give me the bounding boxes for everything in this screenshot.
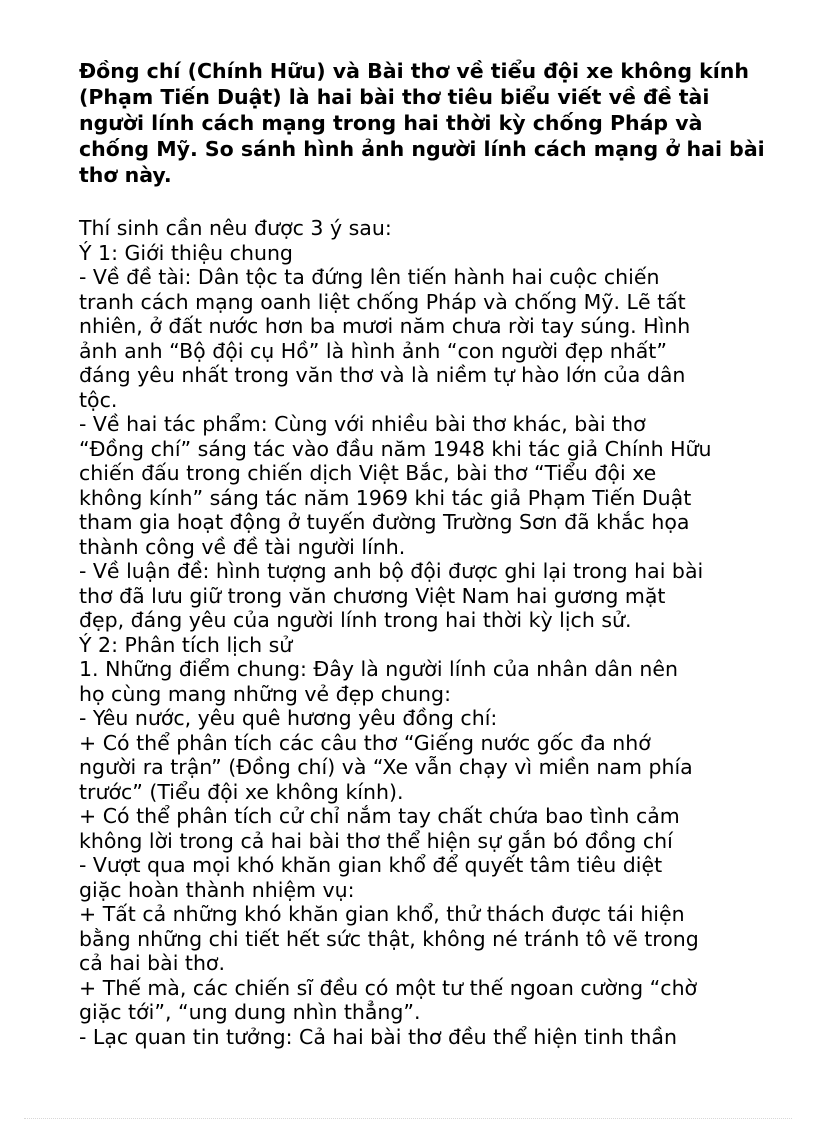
page-bottom-rule	[24, 1118, 792, 1119]
body-text-line: cả hai bài thơ.	[79, 951, 225, 975]
body-text-line: thành công về đề tài người lính.	[79, 534, 406, 559]
body-text-line: họ cùng mang những vẻ đẹp chung:	[79, 681, 451, 706]
body-text-line: giặc hoàn thành nhiệm vụ:	[79, 877, 355, 902]
body-text-line: 1. Những điểm chung: Đây là người lính của nhân dân nên	[79, 657, 679, 681]
body-text-line: Thí sinh cần nêu được 3 ý sau:	[79, 216, 392, 240]
document-title: Đồng chí (Chính Hữu) và Bài thơ về tiểu đội xe không kính (Phạm Tiến Duật) là hai bài thơ tiêu biểu viết về đề tài người lính cách mạng trong hai thời kỳ chống Pháp và chống Mỹ. So sánh hình ảnh người lính cách mạng ở hai bài thơ này.	[79, 59, 765, 187]
body-text-line: ảnh anh “Bộ đội cụ Hồ” là hình ảnh “con người đẹp nhất”	[79, 338, 667, 363]
body-text-line: thơ đã lưu giữ trong văn chương Việt Nam hai gương mặt	[79, 583, 666, 608]
body-text-line: - Về hai tác phẩm: Cùng với nhiều bài thơ khác, bài thơ	[79, 412, 646, 436]
body-text-line: không kính” sáng tác năm 1969 khi tác giả Phạm Tiến Duật	[79, 485, 692, 510]
body-text-line: trước” (Tiểu đội xe không kính).	[79, 779, 404, 804]
body-text-line: “Đồng chí” sáng tác vào đầu năm 1948 khi tác giả Chính Hữu	[79, 436, 712, 461]
body-text-line: - Yêu nước, yêu quê hương yêu đồng chí:	[79, 706, 498, 730]
body-text-line: người ra trận” (Đồng chí) và “Xe vẫn chạy vì miền nam phía	[79, 755, 693, 779]
body-text-line: + Có thể phân tích cử chỉ nắm tay chất chứa bao tình cảm	[79, 804, 680, 828]
body-text-line: bằng những chi tiết hết sức thật, không né tránh tô vẽ trong	[79, 926, 699, 951]
document-body	[79, 216, 769, 1049]
body-text-line: không lời trong cả hai bài thơ thể hiện sự gắn bó đồng chí	[79, 828, 673, 853]
body-text-line: nhiên, ở đất nước hơn ba mươi năm chưa rời tay súng. Hình	[79, 314, 691, 338]
body-text-line: tranh cách mạng oanh liệt chống Pháp và chống Mỹ. Lẽ tất	[79, 289, 686, 314]
body-text-line: Ý 2: Phân tích lịch sử	[79, 632, 293, 657]
document-page	[79, 58, 769, 1049]
body-text-line: giặc tới”, “ung dung nhìn thẳng”.	[79, 1000, 421, 1024]
body-text-line: - Về luận đề: hình tượng anh bộ đội được ghi lại trong hai bài	[79, 559, 704, 583]
body-text-line: - Về đề tài: Dân tộc ta đứng lên tiến hành hai cuộc chiến	[79, 265, 660, 289]
body-text-line: - Lạc quan tin tưởng: Cả hai bài thơ đều thể hiện tinh thần	[79, 1024, 677, 1049]
body-text-line: Ý 1: Giới thiệu chung	[79, 240, 293, 265]
body-text-line: + Có thể phân tích các câu thơ “Giếng nước gốc đa nhớ	[79, 730, 651, 755]
body-text-line: + Tất cả những khó khăn gian khổ, thử thách được tái hiện	[79, 902, 685, 926]
body-text-line: - Vượt qua mọi khó khăn gian khổ để quyết tâm tiêu diệt	[79, 853, 663, 877]
body-text-line: đẹp, đáng yêu của người lính trong hai thời kỳ lịch sử.	[79, 608, 632, 632]
body-text-line: tộc.	[79, 387, 118, 412]
body-text-line: đáng yêu nhất trong văn thơ và là niềm tự hào lớn của dân	[79, 363, 686, 387]
body-text-line: + Thế mà, các chiến sĩ đều có một tư thế ngoan cường “chờ	[79, 975, 698, 1000]
body-text-line: chiến đấu trong chiến dịch Việt Bắc, bài thơ “Tiểu đội xe	[79, 461, 657, 485]
body-text-line: tham gia hoạt động ở tuyến đường Trường Sơn đã khắc họa	[79, 510, 690, 534]
